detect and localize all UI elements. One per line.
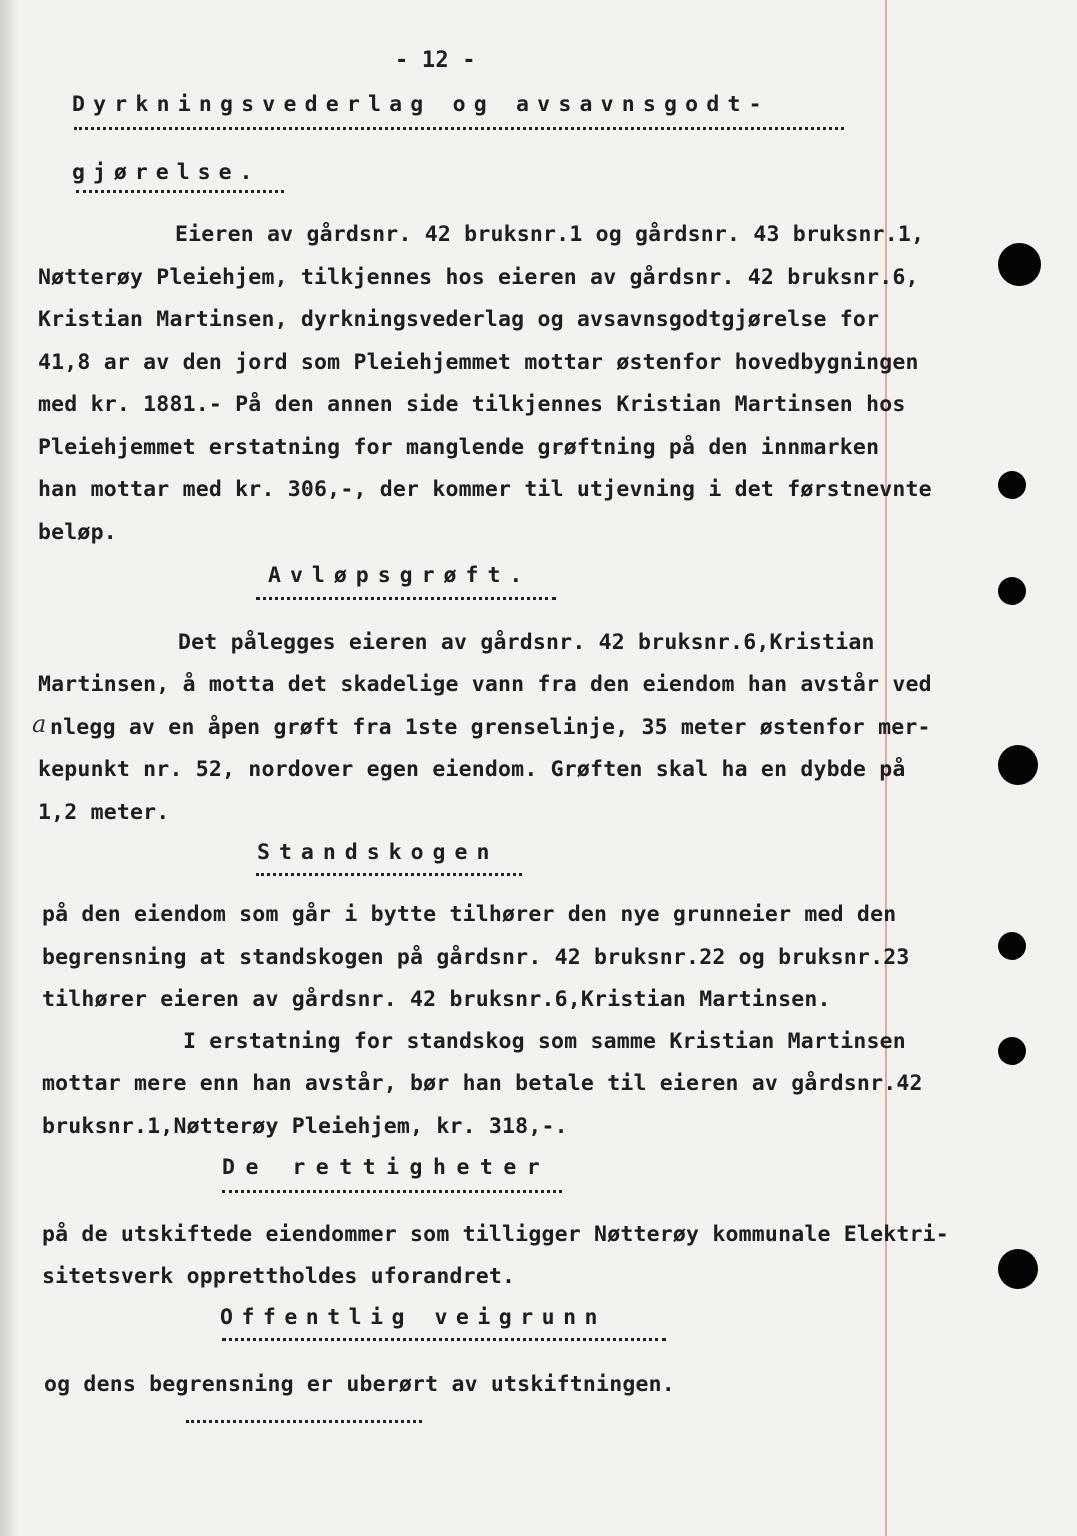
text-line: sitetsverk opprettholdes uforandret. xyxy=(42,1264,516,1289)
punch-hole-icon xyxy=(998,243,1041,286)
text-line: og dens begrensning er uberørt av utskiftningen. xyxy=(44,1372,675,1397)
punch-hole-icon xyxy=(998,577,1026,605)
text-line: Martinsen, å motta det skadelige vann fra den eiendom han avstår ved xyxy=(38,672,932,697)
heading-rettigheter: De rettigheter xyxy=(222,1155,551,1180)
page-number: - 12 - xyxy=(395,48,476,73)
heading-underline xyxy=(76,190,284,193)
text-line: Eieren av gårdsnr. 42 bruksnr.1 og gårdsnr. 43 bruksnr.1, xyxy=(175,222,925,247)
heading-underline xyxy=(74,127,844,130)
text-line: nlegg av en åpen grøft fra 1ste grenselinje, 35 meter østenfor mer- xyxy=(50,715,931,740)
punch-hole-icon xyxy=(998,1037,1026,1065)
heading-dyrkningsvederlag-line2: gjørelse. xyxy=(72,160,261,185)
text-line: I erstatning for standskog som samme Kristian Martinsen xyxy=(183,1029,906,1054)
text-line: bruksnr.1,Nøtterøy Pleiehjem, kr. 318,-. xyxy=(42,1114,568,1139)
heading-dyrkningsvederlag-line1: Dyrkningsvederlag og avsavnsgodt- xyxy=(72,92,770,117)
text-line: Pleiehjemmet erstatning for manglende grøftning på den innmarken xyxy=(38,435,880,460)
heading-underline xyxy=(222,1190,562,1193)
text-line: 41,8 ar av den jord som Pleiehjemmet mottar østenfor hovedbygningen xyxy=(38,350,919,375)
text-line: Nøtterøy Pleiehjem, tilkjennes hos eieren av gårdsnr. 42 bruksnr.6, xyxy=(38,265,919,290)
punch-hole-icon xyxy=(998,745,1038,785)
text-line: med kr. 1881.- På den annen side tilkjennes Kristian Martinsen hos xyxy=(38,392,906,417)
text-line: på den eiendom som går i bytte tilhører den nye grunneier med den xyxy=(42,902,897,927)
handwritten-correction: a xyxy=(32,710,47,738)
text-line: på de utskiftede eiendommer som tilligger Nøtterøy kommunale Elektri- xyxy=(42,1222,949,1247)
punch-hole-icon xyxy=(998,471,1026,499)
text-line: mottar mere enn han avstår, bør han betale til eieren av gårdsnr.42 xyxy=(42,1071,923,1096)
text-line: kepunkt nr. 52, nordover egen eiendom. Grøften skal ha en dybde på xyxy=(38,757,906,782)
text-line: Det pålegges eieren av gårdsnr. 42 bruksnr.6,Kristian xyxy=(178,630,875,655)
heading-underline xyxy=(256,873,522,876)
heading-avlopsgroft: Avløpsgrøft. xyxy=(268,563,532,588)
heading-offentlig-veigrunn: Offentlig veigrunn xyxy=(220,1305,606,1330)
heading-standskogen: Standskogen xyxy=(257,840,499,865)
text-line: 1,2 meter. xyxy=(38,800,170,825)
text-line: Kristian Martinsen, dyrkningsvederlag og avsavnsgodtgjørelse for xyxy=(38,307,880,332)
punch-hole-icon xyxy=(998,932,1026,960)
closing-rule xyxy=(186,1420,422,1423)
text-line: begrensning at standskogen på gårdsnr. 42 bruksnr.22 og bruksnr.23 xyxy=(42,945,910,970)
punch-hole-icon xyxy=(998,1249,1038,1289)
heading-underline xyxy=(256,597,556,600)
text-line: han mottar med kr. 306,-, der kommer til utjevning i det førstnevnte xyxy=(38,477,932,502)
heading-underline xyxy=(222,1338,666,1341)
text-line: tilhører eieren av gårdsnr. 42 bruksnr.6,Kristian Martinsen. xyxy=(42,987,831,1012)
scan-left-edge xyxy=(0,0,18,1536)
text-line: beløp. xyxy=(38,520,117,545)
